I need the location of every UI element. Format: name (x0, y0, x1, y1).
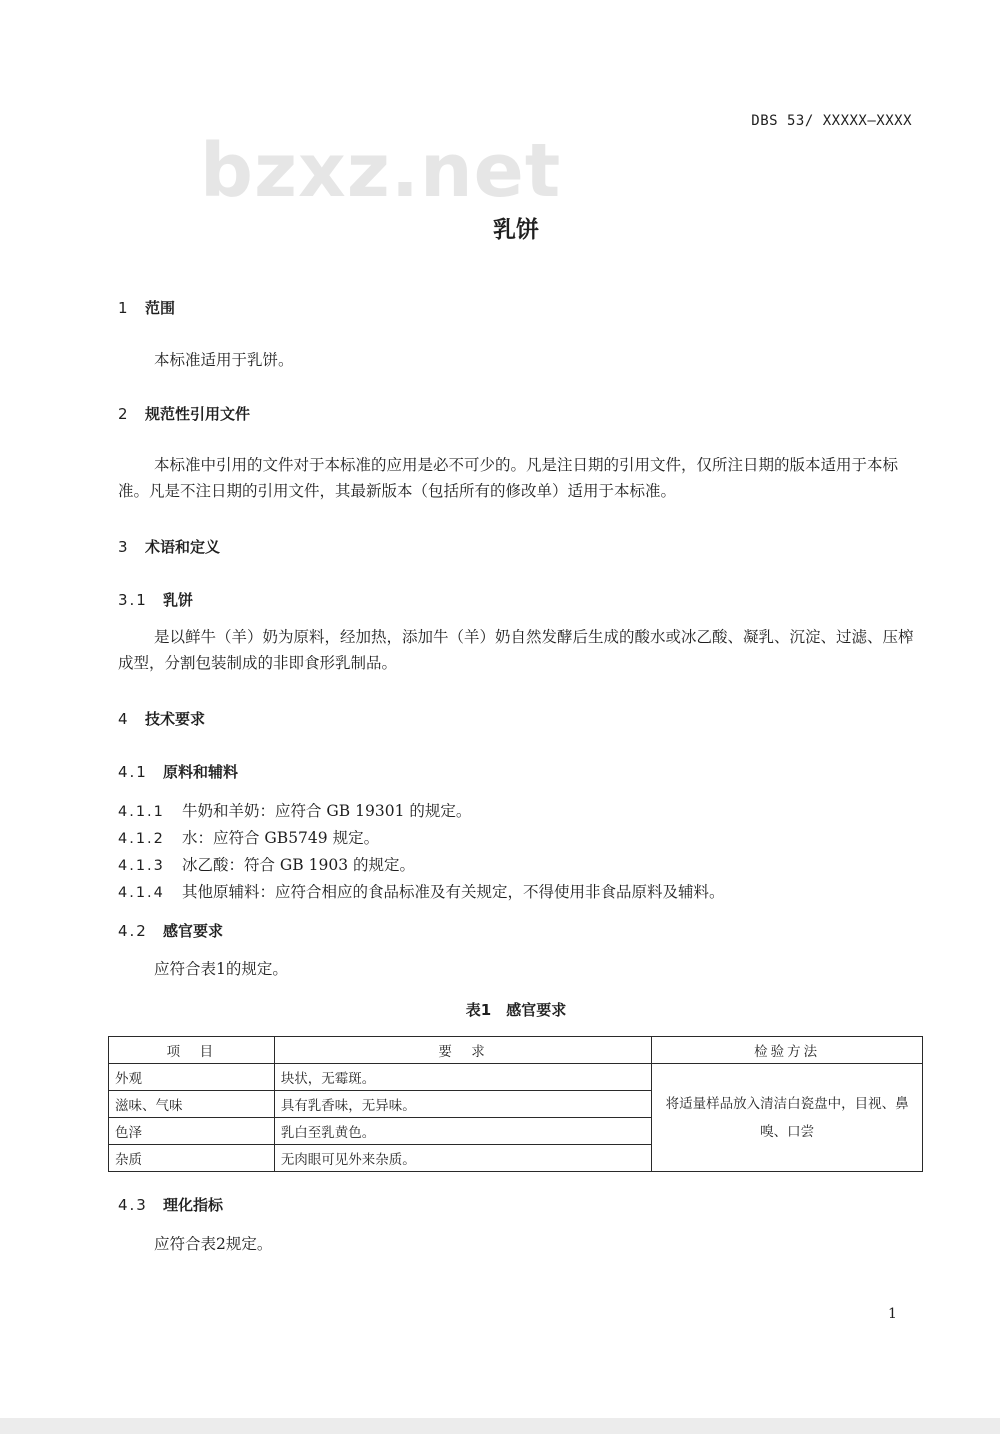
section-title: 原料和辅料 (163, 763, 239, 781)
section-4-2-heading (118, 920, 223, 941)
section-1-body: 本标准适用于乳饼。 (154, 351, 294, 369)
inspection-method-cell: 将适量样品放入清洁白瓷盘中，目视、鼻嗅、口尝 (652, 1064, 923, 1172)
list-item (118, 880, 725, 902)
section-number: 4 (118, 710, 128, 728)
section-number: 4.2 (118, 922, 148, 940)
bottom-scroll-area (0, 1418, 1000, 1434)
item-number: 4.1.4 (118, 885, 165, 901)
section-number: 3 (118, 538, 128, 556)
item-text: 牛奶和羊奶：应符合 GB 19301 的规定。 (182, 802, 472, 820)
item-number: 4.1.3 (118, 858, 165, 874)
section-number: 3.1 (118, 591, 148, 609)
section-number: 2 (118, 405, 128, 423)
section-2-body: 本标准中引用的文件对于本标准的应用是必不可少的。凡是注日期的引用文件，仅所注日期的版本适用于本标准。凡是不注日期的引用文件，其最新版本（包括所有的修改单）适用于本标准。 (118, 456, 899, 500)
list-item (118, 799, 471, 821)
watermark: bzxz.net (200, 128, 562, 214)
section-number: 1 (118, 299, 128, 317)
item-number: 4.1.1 (118, 804, 165, 820)
section-1-heading (118, 297, 175, 318)
section-title: 乳饼 (163, 591, 194, 609)
list-item (118, 853, 415, 875)
section-title: 理化指标 (163, 1196, 224, 1214)
column-header: 项 目 (109, 1037, 275, 1064)
column-header: 要 求 (274, 1037, 652, 1064)
list-item (118, 826, 379, 848)
section-title: 感官要求 (163, 922, 224, 940)
section-4-heading (118, 708, 205, 729)
section-title: 术语和定义 (145, 538, 221, 556)
section-3-1-body: 是以鲜牛（羊）奶为原料，经加热，添加牛（羊）奶自然发酵后生成的酸水或冰乙酸、凝乳、沉淀、过滤、压榨成型，分割包装制成的非即食形乳制品。 (118, 628, 914, 672)
section-3-heading (118, 536, 220, 557)
document-title: 乳饼 (493, 217, 539, 243)
section-4-1-heading (118, 761, 238, 782)
table-cell: 具有乳香味，无异味。 (274, 1091, 652, 1118)
table-cell: 色泽 (109, 1118, 275, 1145)
table-row (109, 1064, 923, 1091)
sensory-requirements-table (108, 1036, 923, 1172)
table-cell: 乳白至乳黄色。 (274, 1118, 652, 1145)
item-text: 其他原辅料：应符合相应的食品标准及有关规定，不得使用非食品原料及辅料。 (182, 883, 725, 901)
section-number: 4.1 (118, 763, 148, 781)
section-2-heading (118, 403, 250, 424)
page-number: 1 (888, 1306, 897, 1322)
column-header: 检验方法 (652, 1037, 923, 1064)
table-caption: 表1 感官要求 (465, 1001, 567, 1019)
table-cell: 外观 (109, 1064, 275, 1091)
section-title: 范围 (145, 299, 176, 317)
section-title: 规范性引用文件 (145, 405, 251, 423)
item-number: 4.1.2 (118, 831, 165, 847)
table-cell: 无肉眼可见外来杂质。 (274, 1145, 652, 1172)
section-number: 4.3 (118, 1196, 148, 1214)
item-text: 冰乙酸：符合 GB 1903 的规定。 (182, 856, 416, 874)
table-cell: 杂质 (109, 1145, 275, 1172)
table-cell: 滋味、气味 (109, 1091, 275, 1118)
section-4-3-heading (118, 1194, 223, 1215)
document-number: DBS 53/ XXXXX—XXXX (751, 113, 912, 129)
section-title: 技术要求 (145, 710, 206, 728)
section-3-1-heading (118, 589, 193, 610)
item-text: 水：应符合 GB5749 规定。 (182, 829, 380, 847)
table-header-row (109, 1037, 923, 1064)
section-4-2-body: 应符合表1的规定。 (154, 960, 288, 978)
table-cell: 块状，无霉斑。 (274, 1064, 652, 1091)
section-4-3-body: 应符合表2规定。 (154, 1235, 273, 1253)
